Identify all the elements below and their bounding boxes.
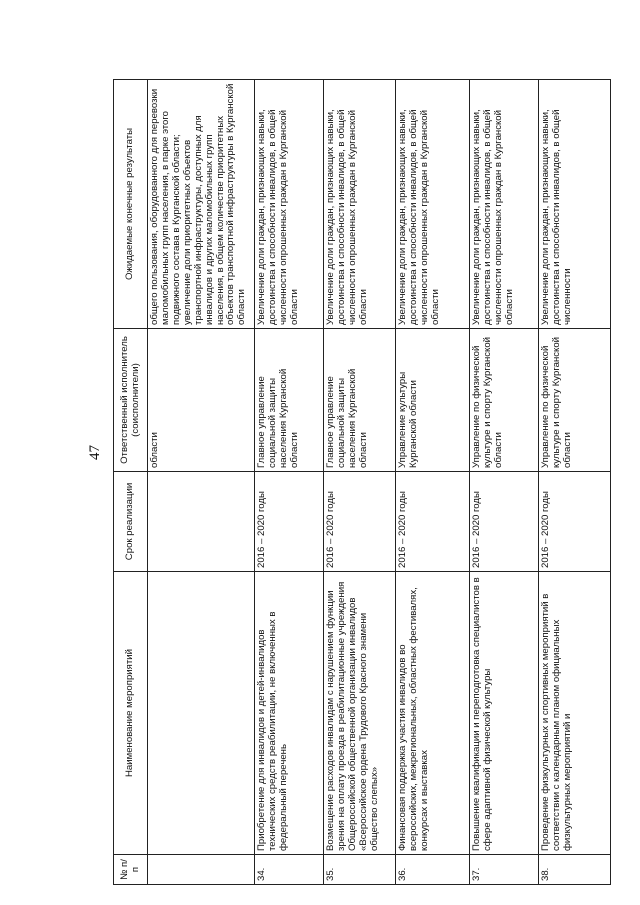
cell-term: 2016 – 2020 годы xyxy=(255,472,324,572)
events-table xyxy=(113,79,611,885)
table-row-continuation xyxy=(148,80,255,885)
cell-executor: Управление культуры Курганской области xyxy=(396,329,470,472)
header-results: Ожидаемые конечные результаты xyxy=(114,80,148,329)
cell-num: 36. xyxy=(396,855,470,885)
table-header-row xyxy=(114,80,148,885)
cell-name: Проведение физкультурных и спортивных мероприятий в соответствии с календарным планом официальных физкультурных мероприятий и xyxy=(539,572,611,855)
cell-num: 35. xyxy=(324,855,396,885)
cell-num: 37. xyxy=(470,855,539,885)
cell-name: Приобретение для инвалидов и детей-инвалидов технических средств реабилитации, не включенных в федеральный перечень xyxy=(255,572,324,855)
cell-term xyxy=(148,472,255,572)
cell-num: 34. xyxy=(255,855,324,885)
cell-num xyxy=(148,855,255,885)
cell-term: 2016 – 2020 годы xyxy=(396,472,470,572)
table-row xyxy=(539,80,611,885)
cell-term: 2016 – 2020 годы xyxy=(539,472,611,572)
cell-results: общего пользования, оборудованного для перевозки маломобильных групп населения, в парке этого подвижного состава в Курганской области; увеличение доли приоритетных объектов транспортной инфраструктуры, доступных для инвалидов и других маломобильных групп населения, в общем количестве приоритетных объектов транспортной инфраструктуры в Курганской области xyxy=(148,80,255,329)
cell-executor: области xyxy=(148,329,255,472)
cell-name: Финансовая поддержка участия инвалидов во всероссийских, межрегиональных, областных фестивалях, конкурсах и выставках xyxy=(396,572,470,855)
table-row xyxy=(470,80,539,885)
table-row xyxy=(255,80,324,885)
cell-executor: Главное управление социальной защиты населения Курганской области xyxy=(255,329,324,472)
table-row xyxy=(324,80,396,885)
cell-results: Увеличение доли граждан, признающих навыки, достоинства и способности инвалидов, в общей численности опрошенных граждан в Курганской области xyxy=(324,80,396,329)
cell-executor: Управление по физической культуре и спорту Курганской области xyxy=(470,329,539,472)
header-num: № п/п xyxy=(114,855,148,885)
header-executor: Ответственный исполнитель (соисполнители) xyxy=(114,329,148,472)
cell-term: 2016 – 2020 годы xyxy=(324,472,396,572)
events-table-wrapper xyxy=(113,80,610,885)
cell-term: 2016 – 2020 годы xyxy=(470,472,539,572)
cell-results: Увеличение доли граждан, признающих навыки, достоинства и способности инвалидов, в общей численности xyxy=(539,80,611,329)
header-name: Наименование мероприятий xyxy=(114,572,148,855)
table-row xyxy=(396,80,470,885)
cell-executor: Главное управление социальной защиты населения Курганской области xyxy=(324,329,396,472)
cell-executor: Управление по физической культуре и спорту Курганской области xyxy=(539,329,611,472)
cell-name: Повышение квалификации и переподготовка специалистов в сфере адаптивной физической культуры xyxy=(470,572,539,855)
cell-results: Увеличение доли граждан, признающих навыки, достоинства и способности инвалидов, в общей численности опрошенных граждан в Курганской области xyxy=(396,80,470,329)
cell-results: Увеличение доли граждан, признающих навыки, достоинства и способности инвалидов, в общей численности опрошенных граждан в Курганской области xyxy=(470,80,539,329)
page-number: 47 xyxy=(87,445,103,460)
cell-name xyxy=(148,572,255,855)
header-term: Срок реализации xyxy=(114,472,148,572)
cell-num: 38. xyxy=(539,855,611,885)
cell-results: Увеличение доли граждан, признающих навыки, достоинства и способности инвалидов, в общей численности опрошенных граждан в Курганской области xyxy=(255,80,324,329)
cell-name: Возмещение расходов инвалидам с нарушением функции зрения на оплату проезда в реабилитационные учреждения Общероссийской общественной организации инвалидов «Всероссийское ордена Трудового Красного знамени общество слепых» xyxy=(324,572,396,855)
